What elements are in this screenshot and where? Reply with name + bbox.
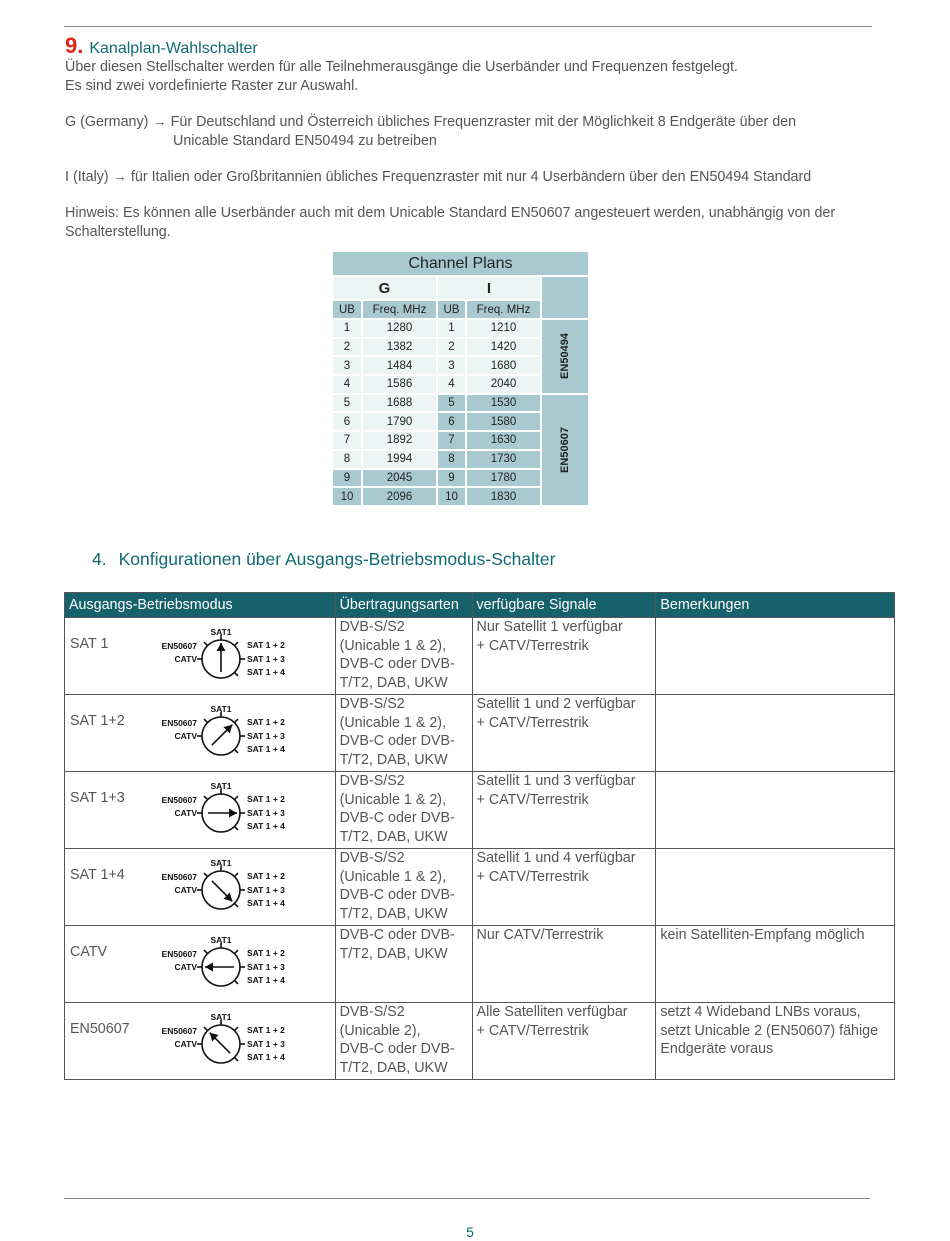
table-row [65,695,895,772]
transmission-cell [335,849,472,926]
transmission-cell [335,618,472,695]
dial-label-sat14: SAT 1 + 4 [247,667,285,677]
cell-line: Satellit 1 und 3 verfügbar [476,773,636,789]
ub-g-cell: 3 [333,356,362,375]
dial-label-catv: CATV [174,731,197,741]
section-title: Kanalplan-Wahlschalter [89,40,258,57]
transmission-cell [335,926,472,1003]
cell-line: Nur Satellit 1 verfügbar [476,619,623,635]
dial-tick [234,672,238,676]
dial-tick [204,950,208,954]
signals-cell [472,618,656,695]
freq-g-cell: 1688 [362,394,437,413]
ub-g-cell: 7 [333,431,362,450]
standard-label-text: EN50494 [558,333,571,380]
dial-tick [234,1057,238,1061]
cell-line: DVB-C oder DVB- [339,733,455,749]
dial-label-sat1: SAT1 [210,1012,232,1022]
config-table [64,592,895,1080]
dial-label-sat12: SAT 1 + 2 [247,640,285,650]
ub-i-cell: 9 [437,469,466,488]
dial-label-sat1: SAT1 [210,704,232,714]
freq-i-cell: 1580 [466,412,541,431]
cell-line: DVB-C oder DVB- [339,810,455,826]
freq-g-cell: 1790 [362,412,437,431]
ub-i-cell: 10 [437,487,466,505]
cell-line: DVB-S/S2 [339,619,405,635]
cell-line: DVB-C oder DVB- [339,887,455,903]
cell-line: setzt Unicable 2 (EN50607) fähige [660,1022,879,1039]
table-row [65,618,895,695]
mode-cell [65,618,336,695]
switch-dial-icon [153,781,303,843]
dial-label-sat14: SAT 1 + 4 [247,821,285,831]
dial-label-sat13: SAT 1 + 3 [247,885,285,895]
ub-g-cell: 1 [333,319,362,338]
freq-g-cell: 2096 [362,487,437,505]
remarks-cell [656,772,895,849]
freq-i-cell: 2040 [466,375,541,394]
dial-tick [234,826,238,830]
intro-line-1: Über diesen Stellschalter werden für alle Teilnehmerausgänge die Userbänder und Frequenzen festgelegt. [65,59,738,75]
dial-label-sat12: SAT 1 + 2 [247,717,285,727]
freq-i-cell: 1780 [466,469,541,488]
section-heading [65,33,885,58]
freq-g-cell: 2045 [362,469,437,488]
dial-tick [234,749,238,753]
freq-g-cell: 1484 [362,356,437,375]
dial-tick [204,1027,208,1031]
ub-g-cell: 6 [333,412,362,431]
dial-label-sat14: SAT 1 + 4 [247,975,285,985]
dial-tick [234,642,238,646]
ub-i-cell: 8 [437,450,466,469]
header-cell: Übertragungsarten [335,593,472,618]
cell-line: DVB-S/S2 [339,773,405,789]
dial-label-en50607: EN50607 [161,1026,197,1036]
ub-g-cell: 8 [333,450,362,469]
dial-tick [234,980,238,984]
dial-tick [234,796,238,800]
cell-line: Endgeräte voraus [660,1041,774,1057]
freq-g-cell: 1892 [362,431,437,450]
page-number: 5 [466,1224,474,1240]
cell-line: Satellit 1 und 4 verfügbar [476,850,636,866]
dial-label-en50607: EN50607 [161,641,197,651]
cell-line: Alle Satelliten verfügbar [476,1004,628,1020]
mode-cell [65,926,336,1003]
cell-line: T/T2, DAB, UKW [339,905,448,922]
mode-label: EN50607 [70,1021,130,1037]
signals-cell [472,926,656,1003]
cell-line: T/T2, DAB, UKW [339,1059,448,1076]
dial-tick [204,873,208,877]
cell-line: DVB-C oder DVB- [339,1041,455,1057]
section-title: Konfigurationen über Ausgangs-Betriebsmodus-Schalter [118,549,556,569]
dial-label-catv: CATV [174,1039,197,1049]
freq-g-cell: 1382 [362,338,437,357]
mode-cell [65,772,336,849]
remarks-cell [656,849,895,926]
cell-line: T/T2, DAB, UKW [339,674,448,691]
channel-row [333,319,588,338]
dial-tick [234,1027,238,1031]
hint-line-2: Schalterstellung. [65,224,171,240]
transmission-cell [335,1003,472,1080]
dial-label-sat13: SAT 1 + 3 [247,654,285,664]
hint-line-1: Hinweis: Es können alle Userbänder auch mit dem Unicable Standard EN50607 angesteuert werden, unabhängig von der [65,205,836,221]
freq-g-cell: 1994 [362,450,437,469]
header-cell: Bemerkungen [656,593,895,618]
dial-label-en50607: EN50607 [161,718,197,728]
ub-g-cell: 5 [333,394,362,413]
ub-g-cell: 2 [333,338,362,357]
dial-label-en50607: EN50607 [161,872,197,882]
dial-label-en50607: EN50607 [161,949,197,959]
col-freq-i: Freq. MHz [466,300,541,319]
dial-label-sat13: SAT 1 + 3 [247,962,285,972]
en50607-label [541,394,588,505]
freq-i-cell: 1730 [466,450,541,469]
cell-line: + CATV/Terrestrik [476,1022,589,1039]
standard-label-text: EN50607 [558,426,571,473]
cell-line: DVB-C oder DVB- [339,656,455,672]
dial-label-catv: CATV [174,808,197,818]
cell-line: + CATV/Terrestrik [476,791,589,808]
freq-i-cell: 1680 [466,356,541,375]
freq-i-cell: 1530 [466,394,541,413]
signals-cell [472,695,656,772]
dial-tick [204,719,208,723]
channel-row [333,394,588,413]
col-ub-i: UB [437,300,466,319]
freq-i-cell: 1420 [466,338,541,357]
switch-dial-icon [153,704,303,766]
ub-i-cell: 2 [437,338,466,357]
bottom-rule [64,1198,870,1199]
dial-label-sat12: SAT 1 + 2 [247,794,285,804]
dial-label-catv: CATV [174,962,197,972]
ub-i-cell: 5 [437,394,466,413]
remarks-cell [656,926,895,1003]
dial-label-en50607: EN50607 [161,795,197,805]
cell-line: (Unicable 1 & 2), [339,791,447,808]
mode-cell [65,849,336,926]
mode-label: SAT 1+4 [70,867,125,883]
italy-line: I (Italy) → für Italien oder Großbritannien übliches Frequenzraster mit nur 4 Userbändern über den EN50494 Standard [65,169,812,185]
germany-line-1: G (Germany) → Für Deutschland und Österreich übliches Frequenzraster mit der Möglichkeit 8 Endgeräte über den [65,114,797,130]
ub-i-cell: 3 [437,356,466,375]
dial-label-sat14: SAT 1 + 4 [247,744,285,754]
mode-cell [65,695,336,772]
transmission-cell [335,695,472,772]
cell-line: (Unicable 2), [339,1022,421,1039]
plan-g-header: G [333,276,437,300]
dial-label-sat12: SAT 1 + 2 [247,1025,285,1035]
dial-label-sat1: SAT1 [210,858,232,868]
ub-g-cell: 4 [333,375,362,394]
dial-label-sat13: SAT 1 + 3 [247,731,285,741]
section-kanalplan [65,33,885,242]
mode-label: SAT 1+3 [70,790,125,806]
mode-label: SAT 1+2 [70,713,125,729]
remarks-cell [656,695,895,772]
dial-tick [204,642,208,646]
dial-tick [204,796,208,800]
mode-label: CATV [70,944,108,960]
remarks-cell [656,618,895,695]
dial-label-sat12: SAT 1 + 2 [247,871,285,881]
cell-line: DVB-C oder DVB- [339,927,455,943]
section-number: 9. [65,33,84,58]
ub-g-cell: 10 [333,487,362,505]
table-row [65,772,895,849]
mode-cell [65,1003,336,1080]
col-freq-g: Freq. MHz [362,300,437,319]
header-cell: verfügbare Signale [472,593,656,618]
dial-tick [234,903,238,907]
plan-i-header: I [437,276,541,300]
freq-i-cell: 1830 [466,487,541,505]
dial-label-sat12: SAT 1 + 2 [247,948,285,958]
section-heading-konfigurationen [92,549,555,570]
dial-label-catv: CATV [174,885,197,895]
dial-label-sat13: SAT 1 + 3 [247,808,285,818]
dial-label-sat14: SAT 1 + 4 [247,898,285,908]
signals-cell [472,772,656,849]
transmission-cell [335,772,472,849]
intro-line-2: Es sind zwei vordefinierte Raster zur Auswahl. [65,78,359,94]
switch-dial-icon [153,1012,303,1074]
ub-i-cell: 4 [437,375,466,394]
dial-label-sat1: SAT1 [210,627,232,637]
cell-line: Nur CATV/Terrestrik [476,927,604,943]
dial-label-sat14: SAT 1 + 4 [247,1052,285,1062]
cell-line: DVB-S/S2 [339,850,405,866]
section-number: 4. [92,549,107,569]
en50494-label [541,319,588,394]
table-row [65,926,895,1003]
switch-dial-icon [153,935,303,997]
cell-line: + CATV/Terrestrik [476,868,589,885]
channel-plans-title: Channel Plans [333,252,588,276]
freq-g-cell: 1586 [362,375,437,394]
germany-line-2: Unicable Standard EN50494 zu betreiben [173,133,437,149]
cell-line: + CATV/Terrestrik [476,714,589,731]
cell-line: T/T2, DAB, UKW [339,751,448,768]
channel-plans-table [333,252,588,505]
top-rule [64,26,872,27]
ub-g-cell: 9 [333,469,362,488]
freq-g-cell: 1280 [362,319,437,338]
cell-line: (Unicable 1 & 2), [339,637,447,654]
dial-tick [234,950,238,954]
signals-cell [472,1003,656,1080]
remarks-cell [656,1003,895,1080]
dial-label-catv: CATV [174,654,197,664]
cell-line: kein Satelliten-Empfang möglich [660,927,865,943]
col-ub-g: UB [333,300,362,319]
cell-line: (Unicable 1 & 2), [339,868,447,885]
cell-line: Satellit 1 und 2 verfügbar [476,696,636,712]
ub-i-cell: 6 [437,412,466,431]
ub-i-cell: 1 [437,319,466,338]
freq-i-cell: 1630 [466,431,541,450]
dial-tick [234,719,238,723]
signals-cell [472,849,656,926]
cell-line: T/T2, DAB, UKW [339,945,448,962]
dial-label-sat1: SAT1 [210,781,232,791]
cell-line: DVB-S/S2 [339,696,405,712]
freq-i-cell: 1210 [466,319,541,338]
dial-label-sat1: SAT1 [210,935,232,945]
header-cell: Ausgangs-Betriebsmodus [65,593,336,618]
cell-line: T/T2, DAB, UKW [339,828,448,845]
ub-i-cell: 7 [437,431,466,450]
dial-tick [234,873,238,877]
cell-line: + CATV/Terrestrik [476,637,589,654]
switch-dial-icon [153,858,303,920]
table-row [65,1003,895,1080]
dial-label-sat13: SAT 1 + 3 [247,1039,285,1049]
table-row [65,849,895,926]
cell-line: (Unicable 1 & 2), [339,714,447,731]
cell-line: setzt 4 Wideband LNBs voraus, [660,1004,861,1020]
cell-line: DVB-S/S2 [339,1004,405,1020]
switch-dial-icon [153,627,303,689]
mode-label: SAT 1 [70,636,109,652]
